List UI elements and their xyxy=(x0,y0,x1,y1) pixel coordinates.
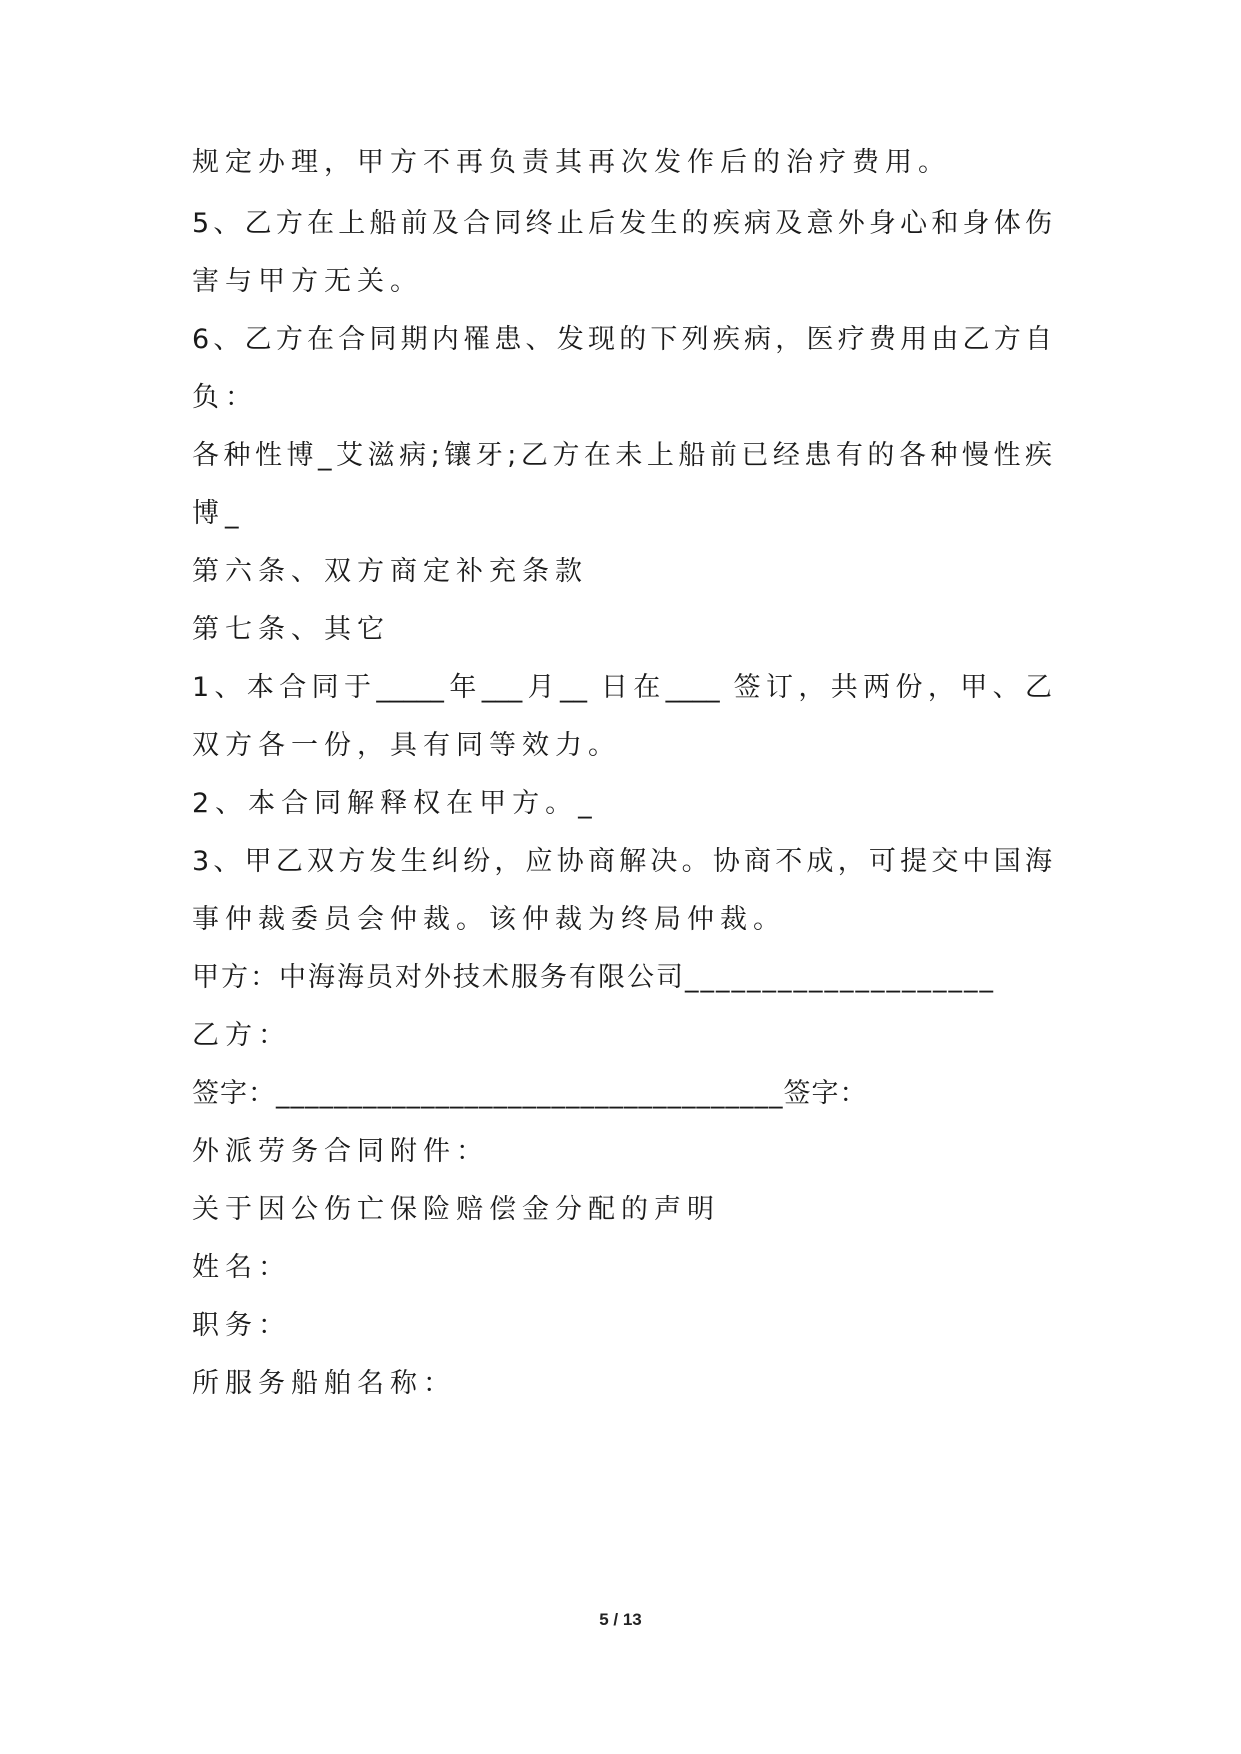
text-line: 5、乙方在上船前及合同终止后发生的疾病及意外身心和身体伤 xyxy=(192,208,1052,239)
position-field-label: 职务： xyxy=(192,1310,291,1341)
vessel-field-label: 所服务船舶名称： xyxy=(192,1368,456,1399)
page-number: 5 / 13 xyxy=(599,1610,642,1629)
text-line: 负： xyxy=(192,382,258,413)
text-line: 害与甲方无关。 xyxy=(192,266,423,297)
text-line: 1、本合同于_____年___月__ 日在____ 签订，共两份，甲、乙 xyxy=(192,672,1052,703)
text-line: 博_ xyxy=(192,498,245,529)
section-heading: 第七条、其它 xyxy=(192,614,390,645)
party-a-line: 甲方：中海海员对外技术服务有限公司____________________ xyxy=(192,962,995,993)
text-line: 事仲裁委员会仲裁。该仲裁为终局仲裁。 xyxy=(192,904,786,935)
text-line: 规定办理，甲方不再负责其再次发作后的治疗费用。 xyxy=(192,147,951,178)
signature-line: 签字：___________________________________签字： xyxy=(192,1078,868,1109)
party-b-line: 乙方： xyxy=(192,1020,291,1051)
text-line: 双方各一份，具有同等效力。 xyxy=(192,730,621,761)
text-line: 2、本合同解释权在甲方。_ xyxy=(192,788,598,819)
text-line: 6、乙方在合同期内罹患、发现的下列疾病，医疗费用由乙方自 xyxy=(192,324,1052,355)
text-line: 各种性博_艾滋病;镶牙;乙方在未上船前已经患有的各种慢性疾 xyxy=(192,440,1052,471)
declaration-title: 关于因公伤亡保险赔偿金分配的声明 xyxy=(192,1194,720,1225)
section-heading: 第六条、双方商定补充条款 xyxy=(192,556,588,587)
name-field-label: 姓名： xyxy=(192,1252,291,1283)
annex-title: 外派劳务合同附件： xyxy=(192,1136,489,1167)
text-line: 3、甲乙双方发生纠纷，应协商解决。协商不成，可提交中国海 xyxy=(192,846,1052,877)
